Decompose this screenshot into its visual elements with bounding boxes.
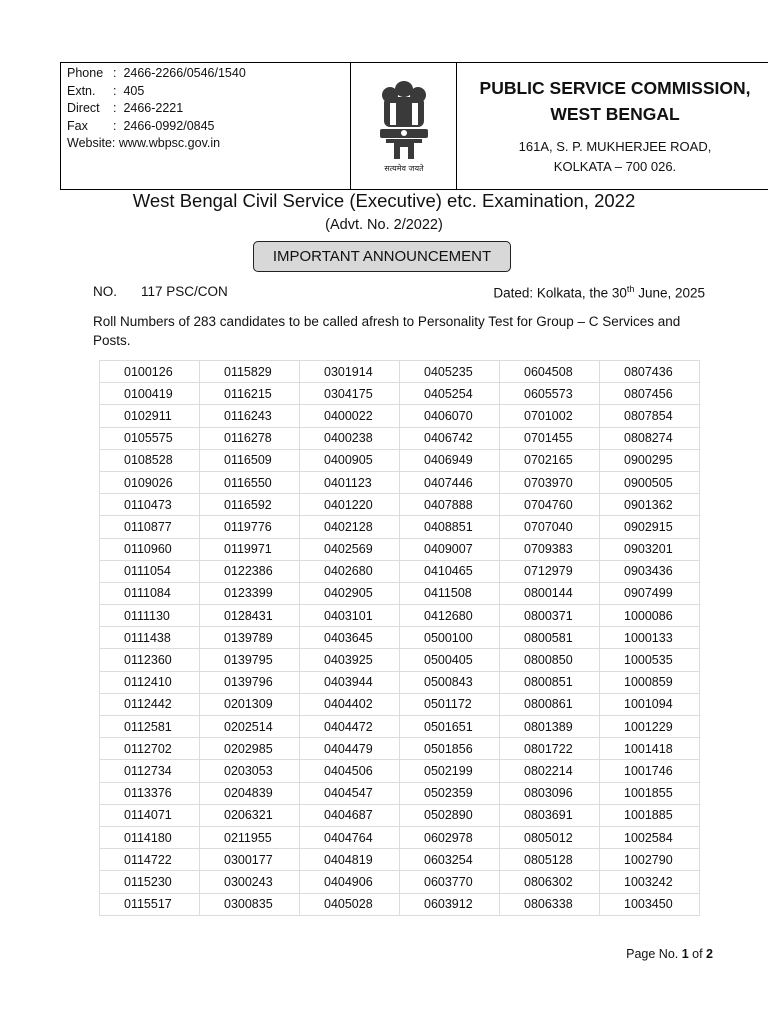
roll-number-cell: 0807854 (600, 405, 700, 427)
table-row (100, 716, 700, 738)
table-row (100, 516, 700, 538)
roll-number-cell: 0900505 (600, 471, 700, 493)
roll-number-cell: 0704760 (500, 494, 600, 516)
roll-number-cell: 1000133 (600, 627, 700, 649)
table-row (100, 826, 700, 848)
table-row (100, 693, 700, 715)
roll-number-cell: 0402905 (300, 582, 400, 604)
roll-number-cell: 0401123 (300, 471, 400, 493)
roll-number-cell: 0114071 (100, 804, 200, 826)
roll-number-cell: 0411508 (400, 582, 500, 604)
roll-number-cell: 0702165 (500, 449, 600, 471)
roll-number-cell: 0605573 (500, 383, 600, 405)
memo-date: Dated: Kolkata, the 30th June, 2025 (493, 284, 705, 301)
table-row (100, 649, 700, 671)
roll-number-cell: 0123399 (200, 582, 300, 604)
roll-number-cell: 0402680 (300, 560, 400, 582)
roll-number-cell: 0803691 (500, 804, 600, 826)
roll-number-cell: 0900295 (600, 449, 700, 471)
roll-number-cell: 0139789 (200, 627, 300, 649)
roll-number-cell: 0206321 (200, 804, 300, 826)
roll-number-cell: 0502359 (400, 782, 500, 804)
website-link[interactable]: www.wbpsc.gov.in (118, 136, 221, 150)
org-name-line2: WEST BENGAL (550, 104, 680, 124)
roll-number-cell: 0112702 (100, 738, 200, 760)
roll-number-cell: 0400905 (300, 449, 400, 471)
roll-number-cell: 0401220 (300, 494, 400, 516)
roll-number-cell: 0404906 (300, 871, 400, 893)
contact-website: Website: www.wbpsc.gov.in (67, 135, 344, 153)
state-emblem (351, 63, 457, 189)
roll-number-cell: 0105575 (100, 427, 200, 449)
roll-number-cell: 1002790 (600, 849, 700, 871)
roll-number-cell: 0410465 (400, 560, 500, 582)
roll-number-cell: 0807436 (600, 361, 700, 383)
roll-number-cell: 1000535 (600, 649, 700, 671)
roll-number-cell: 0603254 (400, 849, 500, 871)
roll-number-cell: 0712979 (500, 560, 600, 582)
table-row (100, 782, 700, 804)
contact-fax: Fax : 2466-0992/0845 (67, 118, 215, 133)
roll-number-cell: 0701002 (500, 405, 600, 427)
notice-paragraph: Roll Numbers of 283 candidates to be called afresh to Personality Test for Group – C Services and Posts. (93, 314, 681, 348)
roll-number-cell: 1001855 (600, 782, 700, 804)
roll-number-cell: 0111438 (100, 627, 200, 649)
roll-number-cell: 0403645 (300, 627, 400, 649)
address-line2: KOLKATA – 700 026. (553, 159, 677, 174)
roll-number-cell: 0201309 (200, 693, 300, 715)
table-row (100, 427, 700, 449)
roll-number-cell: 0500843 (400, 671, 500, 693)
roll-number-cell: 0116509 (200, 449, 300, 471)
roll-number-cell: 0204839 (200, 782, 300, 804)
announcement-banner: IMPORTANT ANNOUNCEMENT (253, 241, 511, 272)
table-row (100, 738, 700, 760)
letterhead (60, 62, 768, 190)
org-address (457, 137, 768, 177)
ashoka-emblem-icon (372, 77, 436, 175)
roll-number-cell: 0116592 (200, 494, 300, 516)
table-row (100, 494, 700, 516)
roll-number-cell: 0406070 (400, 405, 500, 427)
advt-number: (Advt. No. 2/2022) (325, 217, 443, 233)
roll-number-cell: 0709383 (500, 538, 600, 560)
roll-number-cell: 0402128 (300, 516, 400, 538)
roll-number-cell: 0114722 (100, 849, 200, 871)
roll-number-cell: 0402569 (300, 538, 400, 560)
roll-number-cell: 0404547 (300, 782, 400, 804)
roll-number-cell: 0112360 (100, 649, 200, 671)
roll-number-cell: 0119776 (200, 516, 300, 538)
roll-number-cell: 0404506 (300, 760, 400, 782)
roll-number-cell: 0112581 (100, 716, 200, 738)
table-row (100, 538, 700, 560)
roll-number-cell: 0602978 (400, 826, 500, 848)
roll-number-cell: 0405254 (400, 383, 500, 405)
page-number: Page No. 1 of 2 (626, 947, 713, 961)
roll-number-cell: 0803096 (500, 782, 600, 804)
roll-number-cell: 0403944 (300, 671, 400, 693)
roll-number-cell: 0202985 (200, 738, 300, 760)
roll-number-cell: 0800861 (500, 693, 600, 715)
roll-number-cell: 0109026 (100, 471, 200, 493)
table-row (100, 671, 700, 693)
roll-number-cell: 0300177 (200, 849, 300, 871)
roll-number-cell: 0406742 (400, 427, 500, 449)
roll-number-cell: 0805128 (500, 849, 600, 871)
table-row (100, 627, 700, 649)
roll-number-cell: 0603912 (400, 893, 500, 915)
roll-number-cell: 0403925 (300, 649, 400, 671)
table-row (100, 449, 700, 471)
roll-number-cell: 1001746 (600, 760, 700, 782)
roll-number-cell: 0409007 (400, 538, 500, 560)
roll-number-cell: 0211955 (200, 826, 300, 848)
table-row (100, 383, 700, 405)
roll-number-cell: 0203053 (200, 760, 300, 782)
roll-number-cell: 0806338 (500, 893, 600, 915)
exam-title: West Bengal Civil Service (Executive) etc. Examination, 2022 (132, 190, 636, 211)
contact-extn: Extn. : 405 (67, 83, 145, 98)
roll-number-cell: 0110960 (100, 538, 200, 560)
roll-number-cell: 0801389 (500, 716, 600, 738)
roll-number-cell: 0807456 (600, 383, 700, 405)
roll-number-cell: 0111084 (100, 582, 200, 604)
roll-number-cell: 0404479 (300, 738, 400, 760)
address-line1: 161A, S. P. MUKHERJEE ROAD, (518, 139, 712, 154)
roll-number-cell: 0116278 (200, 427, 300, 449)
table-row (100, 605, 700, 627)
roll-number-cell: 0701455 (500, 427, 600, 449)
roll-number-cell: 0113376 (100, 782, 200, 804)
table-row (100, 849, 700, 871)
roll-number-cell: 0404472 (300, 716, 400, 738)
roll-number-cell: 0501856 (400, 738, 500, 760)
roll-number-cell: 0604508 (500, 361, 600, 383)
roll-number-cell: 1000086 (600, 605, 700, 627)
roll-number-cell: 0903436 (600, 560, 700, 582)
table-row (100, 405, 700, 427)
roll-number-cell: 0139795 (200, 649, 300, 671)
roll-number-cell: 0406949 (400, 449, 500, 471)
roll-number-cell: 0806302 (500, 871, 600, 893)
roll-number-table (99, 360, 700, 916)
roll-number-cell: 0112442 (100, 693, 200, 715)
table-row (100, 893, 700, 915)
roll-number-cell: 0300835 (200, 893, 300, 915)
roll-number-cell: 0808274 (600, 427, 700, 449)
contact-direct: Direct : 2466-2221 (67, 101, 184, 115)
roll-number-cell: 1003450 (600, 893, 700, 915)
roll-number-cell: 0805012 (500, 826, 600, 848)
roll-number-cell: 1000859 (600, 671, 700, 693)
roll-number-cell: 0116243 (200, 405, 300, 427)
contact-phone: Phone : 2466-2266/0546/1540 (67, 66, 246, 80)
org-name-line1: PUBLIC SERVICE COMMISSION, (479, 78, 751, 98)
roll-number-cell: 0903201 (600, 538, 700, 560)
table-row (100, 582, 700, 604)
table-row (100, 471, 700, 493)
roll-number-cell: 0300243 (200, 871, 300, 893)
roll-number-cell: 0404764 (300, 826, 400, 848)
roll-number-cell: 0115230 (100, 871, 200, 893)
table-row (100, 871, 700, 893)
roll-number-cell: 0400238 (300, 427, 400, 449)
roll-number-cell: 0703970 (500, 471, 600, 493)
roll-number-cell: 0128431 (200, 605, 300, 627)
roll-number-cell: 0502890 (400, 804, 500, 826)
roll-number-cell: 0116215 (200, 383, 300, 405)
roll-number-cell: 0902915 (600, 516, 700, 538)
roll-number-cell: 0412680 (400, 605, 500, 627)
table-row (100, 560, 700, 582)
roll-number-cell: 0408851 (400, 516, 500, 538)
roll-number-cell: 0404687 (300, 804, 400, 826)
roll-number-cell: 0405235 (400, 361, 500, 383)
roll-number-cell: 0139796 (200, 671, 300, 693)
memo-number: NO. 117 PSC/CON (93, 284, 228, 299)
roll-number-cell: 0404402 (300, 693, 400, 715)
roll-number-cell: 1001094 (600, 693, 700, 715)
roll-number-cell: 0407888 (400, 494, 500, 516)
roll-number-cell: 0400022 (300, 405, 400, 427)
roll-number-cell: 0800850 (500, 649, 600, 671)
roll-number-cell: 0500405 (400, 649, 500, 671)
roll-number-cell: 1003242 (600, 871, 700, 893)
roll-number-cell: 1002584 (600, 826, 700, 848)
roll-number-cell: 0603770 (400, 871, 500, 893)
roll-number-cell: 0304175 (300, 383, 400, 405)
roll-number-cell: 0800581 (500, 627, 600, 649)
roll-number-cell: 0901362 (600, 494, 700, 516)
roll-number-cell: 0800371 (500, 605, 600, 627)
roll-number-cell: 0112410 (100, 671, 200, 693)
roll-number-cell: 0110473 (100, 494, 200, 516)
roll-number-cell: 0501651 (400, 716, 500, 738)
roll-number-cell: 0115829 (200, 361, 300, 383)
emblem-caption: सत्यमेव जयते (383, 164, 424, 173)
roll-number-cell: 0114180 (100, 826, 200, 848)
roll-number-cell: 0707040 (500, 516, 600, 538)
roll-number-cell: 0108528 (100, 449, 200, 471)
roll-number-cell: 0403101 (300, 605, 400, 627)
roll-number-cell: 1001418 (600, 738, 700, 760)
roll-number-cell: 0501172 (400, 693, 500, 715)
roll-number-cell: 0111054 (100, 560, 200, 582)
table-row (100, 361, 700, 383)
roll-number-cell: 0116550 (200, 471, 300, 493)
contact-block (61, 63, 351, 189)
roll-number-cell: 0802214 (500, 760, 600, 782)
roll-number-cell: 0301914 (300, 361, 400, 383)
table-row (100, 760, 700, 782)
roll-number-cell: 0119971 (200, 538, 300, 560)
roll-number-cell: 0502199 (400, 760, 500, 782)
roll-number-cell: 0102911 (100, 405, 200, 427)
roll-number-cell: 0202514 (200, 716, 300, 738)
roll-number-cell: 0111130 (100, 605, 200, 627)
roll-number-cell: 0500100 (400, 627, 500, 649)
roll-number-cell: 0800144 (500, 582, 600, 604)
roll-number-cell: 0100126 (100, 361, 200, 383)
table-row (100, 804, 700, 826)
roll-number-cell: 0405028 (300, 893, 400, 915)
roll-number-cell: 0404819 (300, 849, 400, 871)
roll-number-cell: 0801722 (500, 738, 600, 760)
roll-number-cell: 0407446 (400, 471, 500, 493)
roll-number-cell: 0112734 (100, 760, 200, 782)
roll-number-cell: 0110877 (100, 516, 200, 538)
roll-number-cell: 0100419 (100, 383, 200, 405)
org-block (457, 63, 768, 189)
roll-number-cell: 1001885 (600, 804, 700, 826)
roll-number-cell: 0907499 (600, 582, 700, 604)
roll-number-cell: 0122386 (200, 560, 300, 582)
roll-number-cell: 0115517 (100, 893, 200, 915)
roll-number-cell: 0800851 (500, 671, 600, 693)
roll-number-cell: 1001229 (600, 716, 700, 738)
